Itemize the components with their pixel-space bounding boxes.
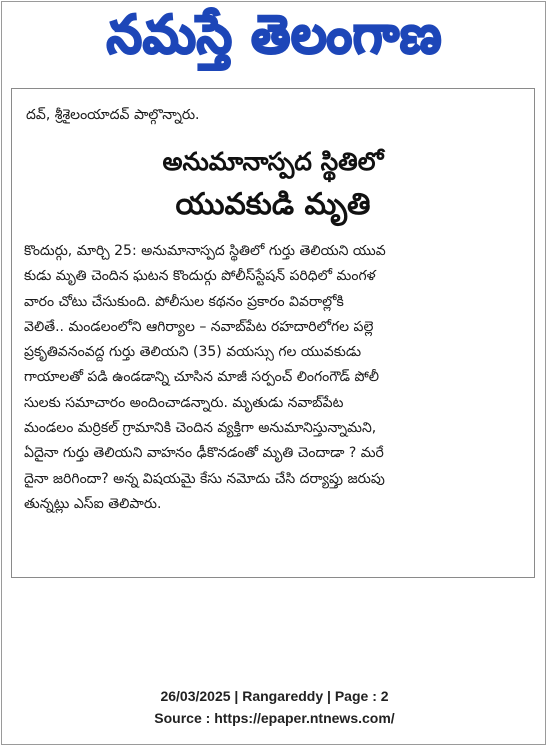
source-link[interactable]: Source : https://epaper.ntnews.com/: [154, 710, 395, 726]
masthead: [0, 2, 549, 80]
newspaper-logo: నమస్తే తెలంగాణ: [106, 3, 443, 65]
previous-article-tail: దవ్, శ్రీశైలంయాదవ్ పాల్గొన్నారు.: [26, 107, 200, 123]
headline-line-2: యువకుడి మృతి: [175, 187, 371, 222]
headline-line-1: అనుమానాస్పద స్థితిలో: [162, 147, 384, 176]
edition-info: 26/03/2025 | Rangareddy | Page : 2: [160, 688, 389, 704]
body-line: దైనా జరిగిందా? అన్న విషయమై కేసు నమోదు చేసి దర్యాప్తు జరుపు: [24, 470, 385, 487]
body-line: కొందుర్గు, మార్చి 25: అనుమానాస్పద స్థితిలో గుర్తు తెలియని యువ: [24, 243, 386, 259]
body-line: గాయాలతో పడి ఉండడాన్ని చూసిన మాజీ సర్పంచ్ లింగంగౌడ్ పోలీ: [24, 369, 379, 386]
body-line: వెలితే.. మండలంలోని ఆగిర్యాల – నవాబ్‌పేట రహదారిలోగల పల్లె: [24, 318, 374, 335]
body-line: వారం చోటు చేసుకుంది. పోలీసుల కథనం ప్రకారం వివరాల్లోకి: [24, 293, 344, 310]
body-line: సులకు సమాచారం అందించాడన్నారు. మృతుడు నవాబ్‌పేట: [24, 394, 344, 411]
body-line: ప్రకృతివనంవద్ద గుర్తు తెలియని (35) వయస్సు గల యువకుడు: [24, 344, 362, 361]
news-clipping: [11, 88, 535, 578]
body-line: తున్నట్లు ఎస్ఐ తెలిపారు.: [24, 495, 162, 512]
body-line: మండలం మర్రికల్ గ్రామానికి చెందిన వ్యక్తిగా అనుమానిస్తున్నామని,: [24, 420, 377, 437]
article-body: [24, 239, 524, 517]
body-line: కుడు మృతి చెందిన ఘటన కొందుర్గు పోలీస్‌స్టేషన్ పరిధిలో మంగళ: [24, 268, 376, 285]
body-line: ఏదైనా గుర్తు తెలియని వాహనం ఢీకొనడంతో మృతి చెందాడా ? మరే: [24, 445, 384, 462]
